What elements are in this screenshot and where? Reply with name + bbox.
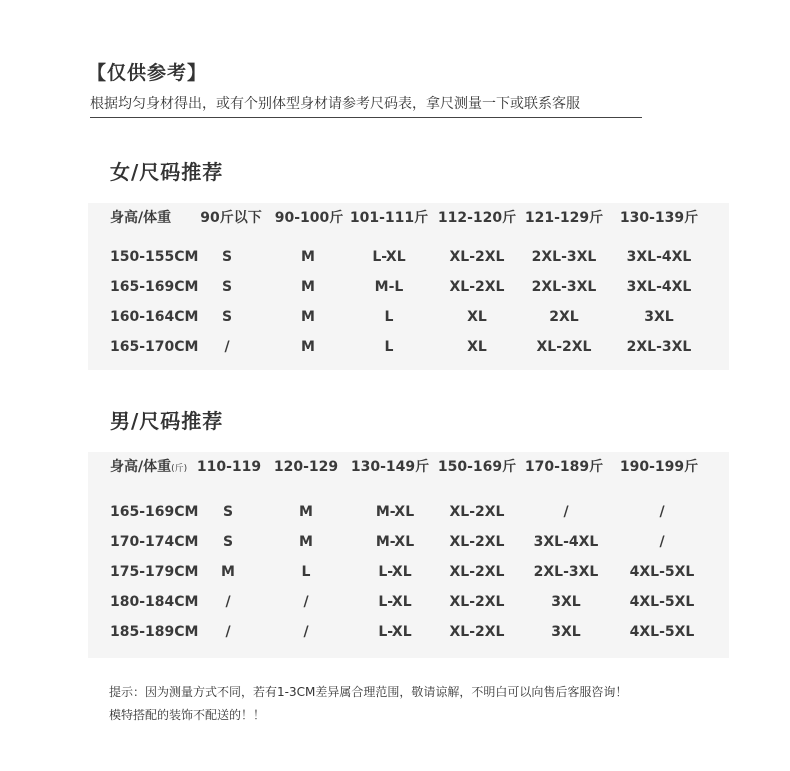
men-size-cell: M-XL — [375, 504, 415, 520]
women-size-cell: S — [221, 309, 233, 325]
women-size-cell: L-XL — [372, 249, 406, 265]
men-size-cell: 3XL — [551, 594, 581, 610]
note-line-2: 模特搭配的装饰不配送的！！ — [109, 708, 266, 722]
page-subtitle: 根据均匀身材得出，或有个别体型身材请参考尺码表，拿尺测量一下或联系客服 — [90, 93, 642, 118]
men-table-row — [88, 590, 729, 614]
men-size-cell: XL-2XL — [449, 624, 505, 640]
women-table-row — [88, 305, 729, 329]
men-size-cell: / — [659, 504, 665, 520]
men-header-label: 身高/体重(斤) — [110, 459, 188, 475]
women-size-cell: M-L — [374, 279, 404, 295]
note-line-1: 提示：因为测量方式不同，若有1-3CM差异属合理范围，敬请谅解，不明白可以向售后客服咨询！ — [109, 685, 628, 699]
men-size-cell: S — [222, 534, 234, 550]
men-size-cell: L — [301, 564, 311, 580]
women-height-cell: 160-164CM — [110, 309, 199, 325]
men-size-cell: L-XL — [378, 624, 412, 640]
women-size-cell: XL-2XL — [536, 339, 592, 355]
men-size-cell: M — [299, 534, 313, 550]
men-size-cell: XL-2XL — [449, 594, 505, 610]
women-size-cell: M — [301, 339, 315, 355]
men-table-row — [88, 500, 729, 524]
women-size-cell: M — [301, 279, 315, 295]
women-size-table — [88, 203, 729, 370]
women-height-cell: 150-155CM — [110, 249, 199, 265]
men-size-cell: / — [303, 624, 309, 640]
women-height-cell: 165-169CM — [110, 279, 199, 295]
women-size-cell: 3XL — [644, 309, 674, 325]
men-size-cell: 3XL — [551, 624, 581, 640]
women-size-cell: XL — [467, 309, 487, 325]
men-height-cell: 175-179CM — [110, 564, 199, 580]
men-height-cell: 180-184CM — [110, 594, 199, 610]
women-table-row — [88, 335, 729, 359]
men-size-cell: / — [563, 504, 569, 520]
women-size-cell: L — [384, 339, 394, 355]
men-header-unit: (斤) — [171, 464, 188, 474]
men-height-cell: 170-174CM — [110, 534, 199, 550]
men-size-cell: XL-2XL — [449, 534, 505, 550]
men-size-cell: M — [299, 504, 313, 520]
men-size-cell: 4XL-5XL — [629, 624, 695, 640]
men-size-cell: XL-2XL — [449, 504, 505, 520]
men-size-cell: M-XL — [375, 534, 415, 550]
women-size-cell: M — [301, 309, 315, 325]
women-header-label: 身高/体重 — [110, 210, 172, 226]
women-height-cell: 165-170CM — [110, 339, 199, 355]
men-size-cell: / — [225, 594, 231, 610]
men-height-cell: 165-169CM — [110, 504, 199, 520]
men-size-cell: 3XL-4XL — [533, 534, 599, 550]
women-size-cell: / — [224, 339, 230, 355]
women-size-cell: 2XL-3XL — [531, 249, 597, 265]
women-size-cell: XL-2XL — [449, 279, 505, 295]
men-table-row — [88, 560, 729, 584]
men-size-cell: S — [222, 504, 234, 520]
women-size-cell: 2XL-3XL — [626, 339, 692, 355]
men-size-cell: / — [303, 594, 309, 610]
women-table-row — [88, 245, 729, 269]
women-size-cell: L — [384, 309, 394, 325]
women-size-cell: M — [301, 249, 315, 265]
men-table-row — [88, 530, 729, 554]
women-table-row — [88, 275, 729, 299]
women-size-cell: S — [221, 279, 233, 295]
men-size-cell: L-XL — [378, 564, 412, 580]
men-size-cell: XL-2XL — [449, 564, 505, 580]
men-size-cell: 2XL-3XL — [533, 564, 599, 580]
men-size-cell: / — [659, 534, 665, 550]
men-size-cell: M — [221, 564, 235, 580]
page-heading: 【仅供参考】 — [87, 62, 208, 84]
women-size-cell: XL-2XL — [449, 249, 505, 265]
men-section-title: 男/尺码推荐 — [110, 409, 224, 433]
men-header-row: 身高/体重(斤) 110-119 120-129 130-149斤 150-169斤 170-189斤 190-199斤 — [88, 455, 729, 479]
women-size-cell: 3XL-4XL — [626, 279, 692, 295]
men-size-cell: 4XL-5XL — [629, 564, 695, 580]
women-size-cell: 3XL-4XL — [626, 249, 692, 265]
women-size-cell: 2XL — [549, 309, 579, 325]
men-size-cell: L-XL — [378, 594, 412, 610]
men-size-cell: 4XL-5XL — [629, 594, 695, 610]
women-size-cell: 2XL-3XL — [531, 279, 597, 295]
women-header-row: 身高/体重 90斤以下 90-100斤 101-111斤 112-120斤 121-129斤 130-139斤 — [88, 206, 729, 230]
men-size-cell: / — [225, 624, 231, 640]
women-size-cell: XL — [467, 339, 487, 355]
men-table-row — [88, 620, 729, 644]
women-size-cell: S — [221, 249, 233, 265]
men-height-cell: 185-189CM — [110, 624, 199, 640]
men-size-table — [88, 452, 729, 658]
women-section-title: 女/尺码推荐 — [110, 160, 224, 184]
